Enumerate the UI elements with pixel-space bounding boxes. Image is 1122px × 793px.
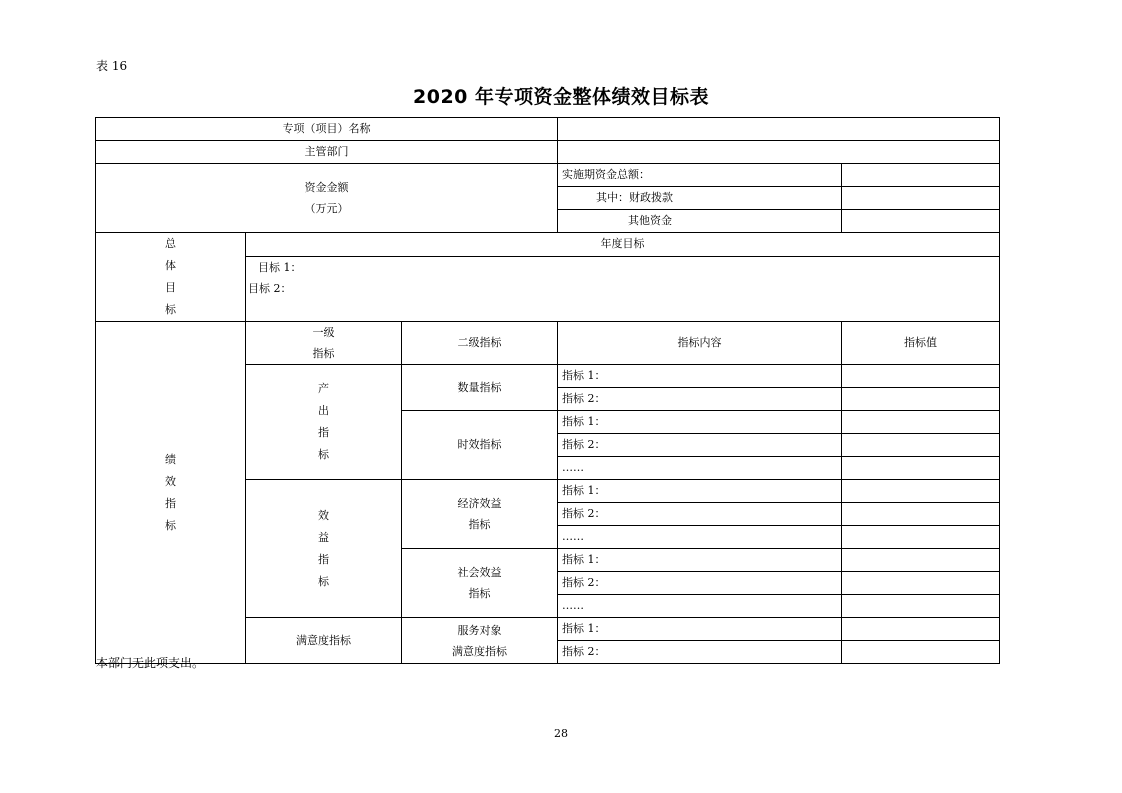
indicator-value-cell[interactable]	[842, 595, 1000, 618]
satisfaction-indicator-label: 满意度指标	[246, 618, 402, 664]
indicator-value-cell[interactable]	[842, 526, 1000, 549]
economic-benefit-label: 经济效益 指标	[402, 480, 558, 549]
project-name-value[interactable]	[558, 118, 1000, 141]
indicator-value-cell[interactable]	[842, 365, 1000, 388]
indicator-2-label: 指标 2：	[558, 641, 842, 664]
annual-goal-header: 年度目标	[246, 233, 1000, 257]
total-funds-value[interactable]	[842, 164, 1000, 187]
indicator-1-label: 指标 1：	[558, 480, 842, 503]
indicator-2-label: 指标 2：	[558, 388, 842, 411]
indicator-1-label: 指标 1：	[558, 618, 842, 641]
indicator-1-label: 指标 1：	[558, 411, 842, 434]
fiscal-funds-value[interactable]	[842, 187, 1000, 210]
total-funds-label: 实施期资金总额：	[558, 164, 842, 187]
performance-target-table	[95, 117, 1000, 664]
indicator-value-cell[interactable]	[842, 388, 1000, 411]
indicator-1-label: 指标 1：	[558, 365, 842, 388]
indicator-value-cell[interactable]	[842, 503, 1000, 526]
content-header: 指标内容	[558, 322, 842, 365]
ellipsis-label: ……	[558, 526, 842, 549]
indicator-value-cell[interactable]	[842, 434, 1000, 457]
other-funds-label: 其他资金	[558, 210, 842, 233]
indicator-value-cell[interactable]	[842, 457, 1000, 480]
indicator-value-cell[interactable]	[842, 641, 1000, 664]
department-value[interactable]	[558, 141, 1000, 164]
level1-header: 一级 指标	[246, 322, 402, 365]
timeliness-indicator-label: 时效指标	[402, 411, 558, 480]
goal-2-label: 目标 2：	[248, 281, 292, 295]
indicator-2-label: 指标 2：	[558, 434, 842, 457]
value-header: 指标值	[842, 322, 1000, 365]
funds-label-cell	[96, 164, 558, 233]
social-benefit-label: 社会效益 指标	[402, 549, 558, 618]
overall-goal-label: 总 体 目 标	[96, 233, 246, 322]
annual-goal-content[interactable]	[246, 256, 1000, 321]
page-number: 28	[554, 727, 568, 740]
quantity-indicator-label: 数量指标	[402, 365, 558, 411]
department-label: 主管部门	[96, 141, 558, 164]
table-number-label: 表 16	[96, 59, 128, 73]
goal-1-label: 目标 1：	[258, 260, 302, 274]
ellipsis-label: ……	[558, 457, 842, 480]
benefit-indicator-label: 效 益 指 标	[246, 480, 402, 618]
output-indicator-label: 产 出 指 标	[246, 365, 402, 480]
funds-label: 资金金额	[304, 181, 349, 194]
project-name-label: 专项（项目）名称	[96, 118, 558, 141]
footnote: 本部门无此项支出。	[96, 656, 205, 670]
level2-header: 二级指标	[402, 322, 558, 365]
funds-unit: （万元）	[304, 202, 349, 215]
fiscal-funds-label: 其中：财政拨款	[558, 187, 842, 210]
indicator-value-cell[interactable]	[842, 411, 1000, 434]
document-title: 2020 年专项资金整体绩效目标表	[413, 86, 709, 108]
indicator-1-label: 指标 1：	[558, 549, 842, 572]
indicator-value-cell[interactable]	[842, 572, 1000, 595]
service-target-satisfaction-label: 服务对象 满意度指标	[402, 618, 558, 664]
performance-indicator-label: 绩 效 指 标	[96, 322, 246, 664]
indicator-value-cell[interactable]	[842, 618, 1000, 641]
indicator-2-label: 指标 2：	[558, 503, 842, 526]
other-funds-value[interactable]	[842, 210, 1000, 233]
indicator-value-cell[interactable]	[842, 549, 1000, 572]
indicator-value-cell[interactable]	[842, 480, 1000, 503]
ellipsis-label: ……	[558, 595, 842, 618]
indicator-2-label: 指标 2：	[558, 572, 842, 595]
